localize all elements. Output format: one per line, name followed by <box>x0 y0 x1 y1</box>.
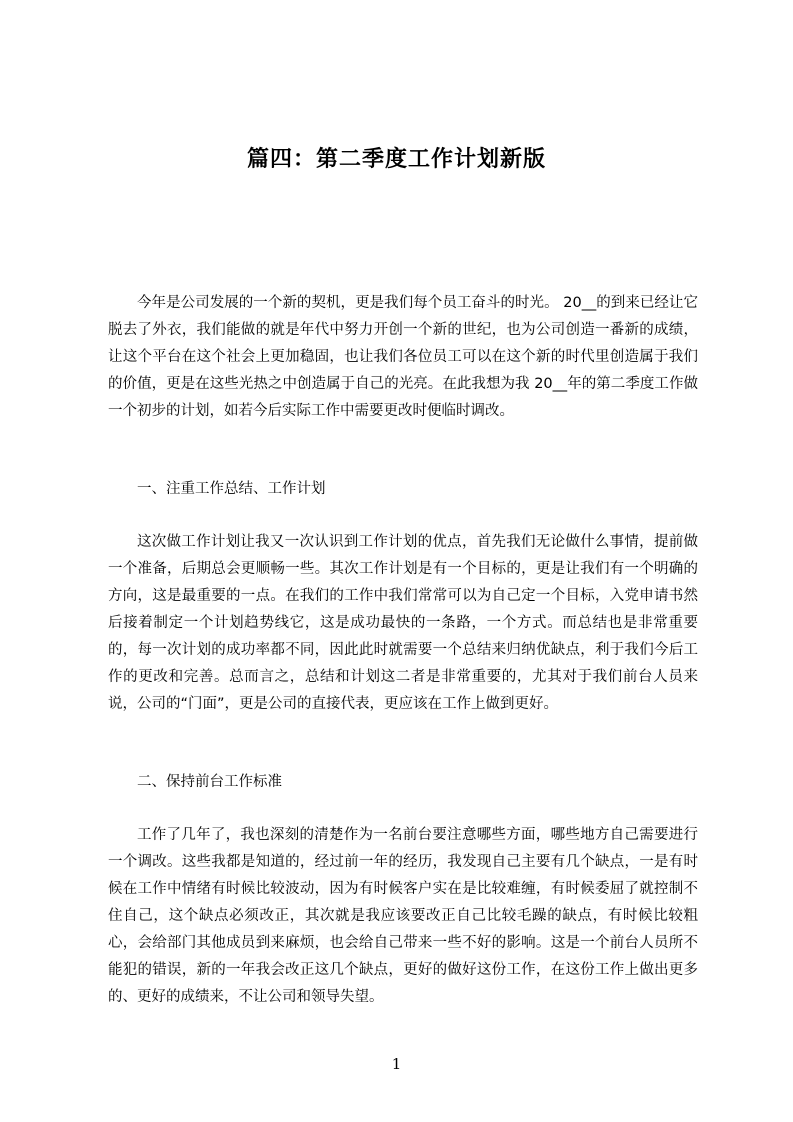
paragraph-intro <box>108 290 698 452</box>
paragraph-section-1-text: 这次做工作计划让我又一次认识到工作计划的优点，首先我们无论做什么事情，提前做一个准备，后期总会更顺畅一些。其次工作计划是有一个目标的，更是让我们有一个明确的方向，这是最重要的一点。在我们的工作中我们常常可以为自己定一个目标，入党申请书然后接着制定一个计划趋势线它，这是成功最快的一条路，一个方式。而总结也是非常重要的，每一次计划的成功率都不同，因此此时就需要一个总结来归纳优缺点，利于我们今后工作的更改和完善。总而言之，总结和计划这二者是非常重要的，尤其对于我们前台人员来说，公司的“门面”，更是公司的直接代表，更应该在工作上做到更好。 <box>108 534 698 712</box>
page-number: 1 <box>391 1055 402 1073</box>
section-heading-2: 二、保持前台工作标准 <box>137 774 282 790</box>
paragraph-intro-text: 今年是公司发展的一个新的契机，更是我们每个员工奋斗的时光。 20__的到来已经让它脱去了外衣，我们能做的就是年代中努力开创一个新的世纪，也为公司创造一番新的成绩，让这个平台在这个社会上更加稳固，也让我们各位员工可以在这个新的时代里创造属于我们的价值，更是在这些光热之中创造属于自己的光亮。在此我想为我 20__年的第二季度工作做一个初步的计划，如若今后实际工作中需要更改时便临时调改。 <box>108 295 698 419</box>
section-heading-1: 一、注重工作总结、工作计划 <box>137 481 326 497</box>
paragraph-section-2-text: 工作了几年了，我也深刻的清楚作为一名前台要注意哪些方面，哪些地方自己需要进行一个调改。这些我都是知道的，经过前一年的经历，我发现自己主要有几个缺点，一是有时候在工作中情绪有时候比较波动，因为有时候客户实在是比较难缠，有时候委屈了就控制不住自己，这个缺点必须改正，其次就是我应该要改正自己比较毛躁的缺点，有时候比较粗心，会给部门其他成员到来麻烦，也会给自己带来一些不好的影响。这是一个前台人员所不能犯的错误，新的一年我会改正这几个缺点，更好的做好这份工作，在这份工作上做出更多的、更好的成绩来，不让公司和领导失望。 <box>108 827 698 1005</box>
paragraph-section-2 <box>108 822 698 1011</box>
document-title: 篇四：第二季度工作计划新版 <box>246 147 546 172</box>
paragraph-section-1 <box>108 529 698 745</box>
